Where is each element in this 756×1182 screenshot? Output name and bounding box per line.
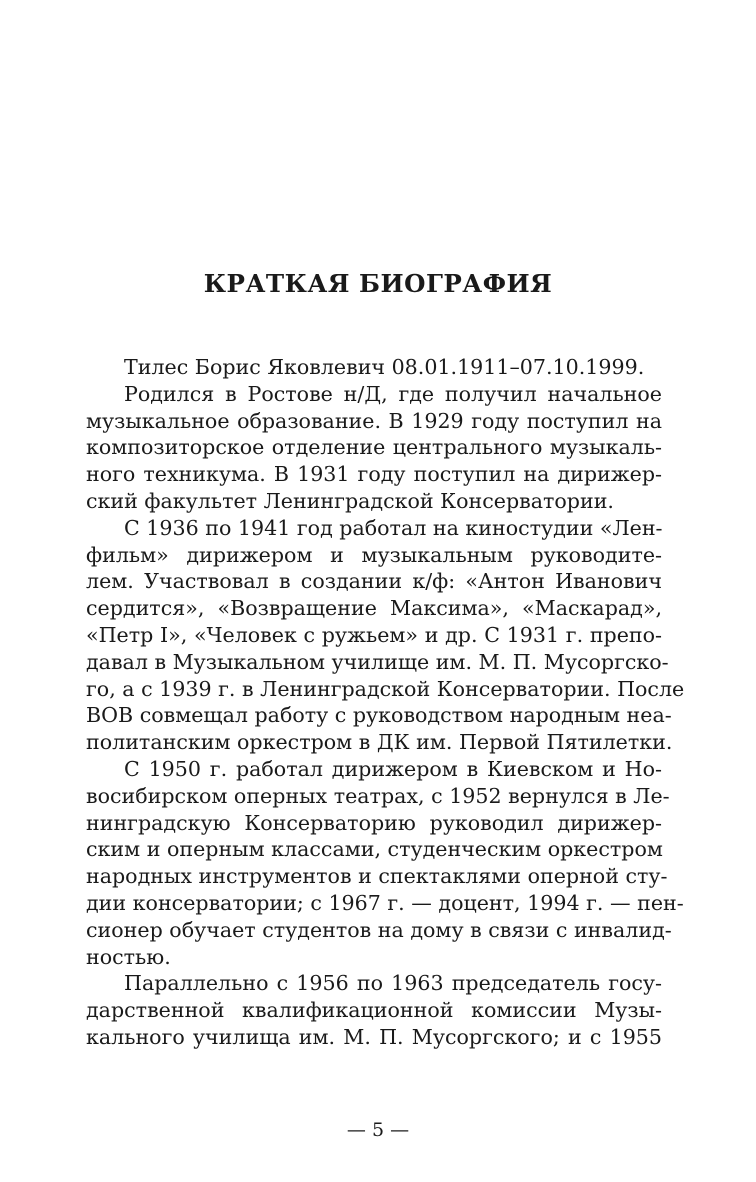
text-line: ностью. <box>86 944 171 969</box>
text-line: народных инструментов и спектаклями оперной сту- <box>86 864 668 889</box>
text-line: Тилес Борис Яковлевич 08.01.1911–07.10.1999. <box>124 355 645 379</box>
text-line: нинградскую Консерваторию руководил дирижер- <box>86 810 662 835</box>
text-line: сердится», «Возвращение Максима», «Маскарад», <box>86 596 662 621</box>
text-line: лем. Участвовал в создании к/ф: «Антон Иванович <box>86 569 662 594</box>
text-line: давал в Музыкальном училище им. М. П. Мусоргско- <box>86 649 669 674</box>
text-line: дии консерватории; с 1967 г. — доцент, 1994 г. — пен- <box>86 890 684 915</box>
text-line: ским и оперным классами, студенческим оркестром <box>86 837 663 862</box>
text-line: политанским оркестром в ДК им. Первой Пятилетки. <box>86 730 673 755</box>
text-line: ВОВ совмещал работу с руководством народным неа- <box>86 703 672 728</box>
text-line: ский факультет Ленинградской Консерватории. <box>86 488 614 513</box>
text-line: композиторское отделение центрального музыкаль- <box>86 435 662 460</box>
text-line: «Петр I», «Человек с ружьем» и др. С 1931 г. препо- <box>86 622 662 647</box>
text-line: Параллельно с 1956 по 1963 председатель госу- <box>124 971 662 996</box>
text-line: С 1950 г. работал дирижером в Киевском и Но- <box>124 756 662 781</box>
paragraph <box>86 515 685 756</box>
paragraph <box>86 381 662 515</box>
biography-text <box>86 354 685 1051</box>
paragraph <box>86 756 684 970</box>
text-line: ного техникума. В 1931 году поступил на дирижер- <box>86 462 662 487</box>
text-line: восибирском оперных театрах, с 1952 вернулся в Ле- <box>86 783 670 808</box>
paragraph <box>86 354 662 381</box>
page-title: КРАТКАЯ БИОГРАФИЯ <box>203 269 553 298</box>
text-line: фильм» дирижером и музыкальным руководите- <box>86 542 662 567</box>
text-line: кального училища им. М. П. Мусоргского; и с 1955 <box>86 1024 662 1049</box>
text-line: сионер обучает студентов на дому в связи с инвалид- <box>86 917 672 942</box>
paragraph <box>86 970 662 1050</box>
page-number: — 5 — <box>346 1119 410 1141</box>
text-line: дарственной квалификационной комиссии Музы- <box>86 998 662 1023</box>
text-line: Родился в Ростове н/Д, где получил начальное <box>124 381 662 406</box>
text-line: С 1936 по 1941 год работал на киностудии «Лен- <box>124 515 663 540</box>
text-line: го, а с 1939 г. в Ленинградской Консерватории. После <box>86 676 685 701</box>
text-line: музыкальное образование. В 1929 году поступил на <box>86 408 662 433</box>
